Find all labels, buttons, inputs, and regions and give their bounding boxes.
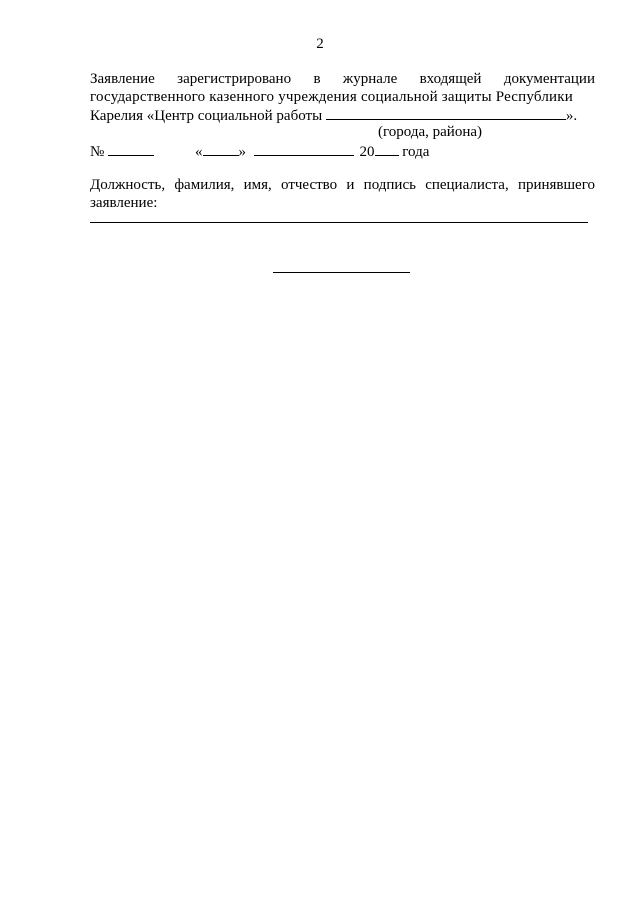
registration-line-1 xyxy=(90,70,595,88)
registration-line-1-word: документации xyxy=(503,71,595,87)
registration-text-2: государственного казенного учреждения социальной защиты Республики xyxy=(90,89,573,105)
page-number: 2 xyxy=(316,36,324,52)
close-quote: » xyxy=(238,144,246,160)
registration-text-3: Карелия «Центр социальной работы xyxy=(90,108,323,124)
registration-line-3 xyxy=(90,106,595,125)
center-name-blank[interactable] xyxy=(326,106,566,120)
date-line xyxy=(195,142,429,161)
number-sign: № xyxy=(90,144,105,160)
specialist-line-1-word: Должность, xyxy=(90,177,166,193)
number-blank[interactable] xyxy=(108,142,154,156)
specialist-line-1-word: принявшего xyxy=(517,177,595,193)
registration-line-1-word: в xyxy=(313,71,321,87)
registration-line-2 xyxy=(90,88,595,106)
month-blank[interactable] xyxy=(254,142,354,156)
number-line xyxy=(90,142,154,161)
registration-line-1-word: журнале xyxy=(342,71,398,87)
specialist-line-1-word: специалиста, xyxy=(425,177,509,193)
day-blank[interactable] xyxy=(203,142,239,156)
specialist-text-2: заявление: xyxy=(90,195,158,211)
specialist-line-1-word: и xyxy=(346,177,355,193)
registration-line-1-word: Заявление xyxy=(90,71,155,87)
year-prefix: 20 xyxy=(359,144,375,160)
center-hint: (города, района) xyxy=(378,124,482,140)
signature-field-line[interactable] xyxy=(90,222,588,223)
registration-line-1-word: входящей xyxy=(419,71,482,87)
specialist-line-1 xyxy=(90,176,595,194)
specialist-line-1-word: отчество xyxy=(281,177,338,193)
year-blank[interactable] xyxy=(375,142,399,156)
year-suffix: года xyxy=(402,144,430,160)
specialist-line-1-word: имя, xyxy=(243,177,272,193)
open-quote: « xyxy=(195,144,203,160)
specialist-line-1-word: подпись xyxy=(363,177,416,193)
specialist-line-1-word: фамилия, xyxy=(174,177,235,193)
closing-quote: ». xyxy=(565,108,578,124)
registration-line-1-word: зарегистрировано xyxy=(177,71,292,87)
specialist-line-2 xyxy=(90,194,595,212)
end-rule xyxy=(273,272,410,273)
